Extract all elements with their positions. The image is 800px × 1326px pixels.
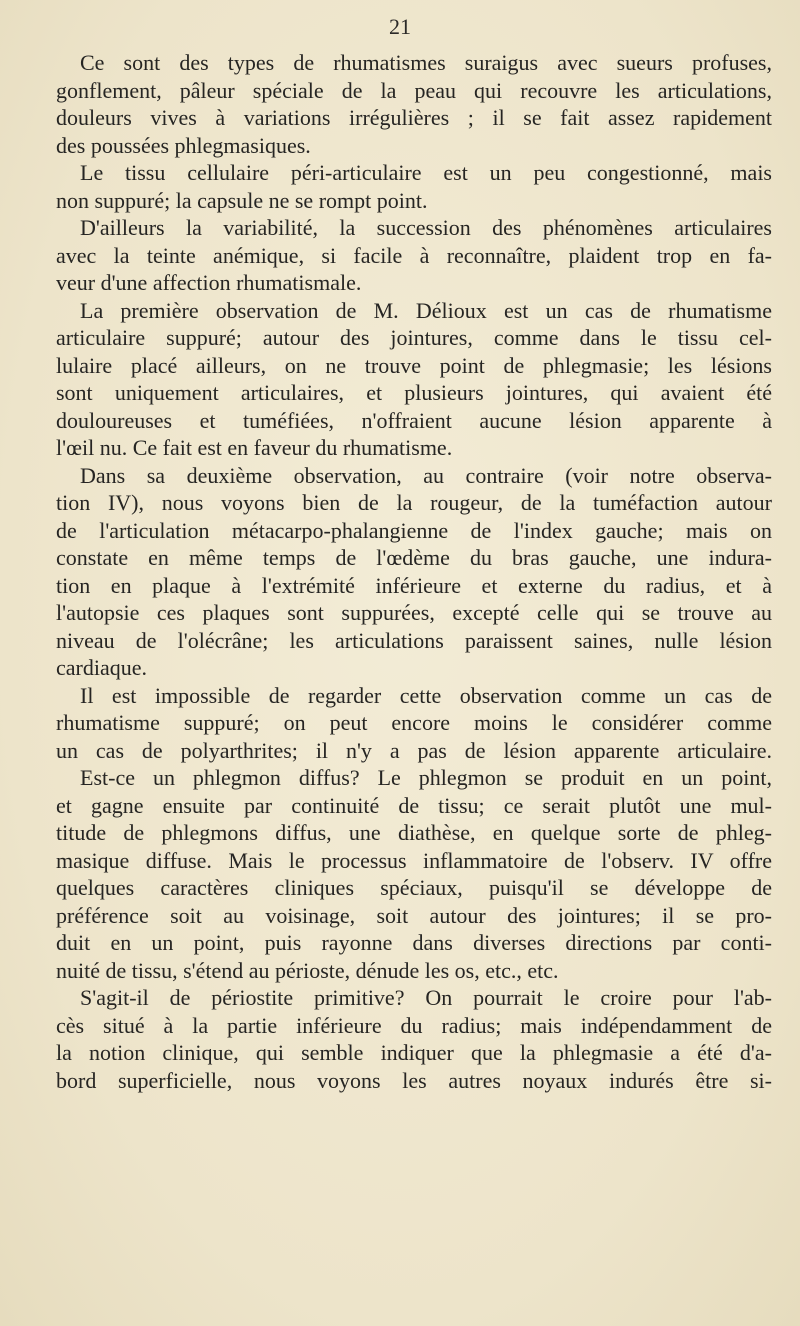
- text-line: duit en un point, puis rayonne dans diverses directions par conti-: [56, 930, 772, 955]
- text-line: Dans sa deuxième observation, au contraire (voir notre observa-: [80, 462, 772, 488]
- text-line: cès situé à la partie inférieure du radius; mais indépendamment de: [56, 1012, 772, 1038]
- text-line: constate en même temps de l'œdème du bras gauche, une indura-: [56, 545, 772, 570]
- text-line: sont uniquement articulaires, et plusieurs jointures, qui avaient été: [56, 380, 772, 405]
- body-text: [56, 49, 772, 1094]
- text-line: niveau de l'olécrâne; les articulations paraissent saines, nulle lésion: [56, 627, 772, 653]
- text-line: titude de phlegmons diffus, une diathèse, en quelque sorte de phleg-: [56, 820, 772, 845]
- text-line: préférence soit au voisinage, soit autour des jointures; il se pro-: [56, 902, 772, 928]
- text-line: Le tissu cellulaire péri-articulaire est un peu congestionné, mais: [80, 160, 772, 185]
- text-line: douloureuses et tuméfiées, n'offraient aucune lésion apparente à: [56, 407, 772, 433]
- text-line: veur d'une affection rhumatismale.: [56, 270, 362, 295]
- page-number: 21: [389, 14, 411, 39]
- text-line: Est-ce un phlegmon diffus? Le phlegmon se produit en un point,: [80, 765, 772, 790]
- text-line: des poussées phlegmasiques.: [56, 132, 311, 158]
- text-line: tion en plaque à l'extrémité inférieure et externe du radius, et à: [56, 572, 772, 598]
- text-line: nuité de tissu, s'étend au périoste, dénude les os, etc., etc.: [56, 957, 559, 983]
- text-line: non suppuré; la capsule ne se rompt point.: [56, 187, 428, 213]
- text-line: avec la teinte anémique, si facile à reconnaître, plaident trop en fa-: [56, 242, 772, 268]
- text-line: quelques caractères cliniques spéciaux, puisqu'il se développe de: [56, 875, 772, 900]
- text-line: rhumatisme suppuré; on peut encore moins le considérer comme: [56, 710, 772, 735]
- text-line: douleurs vives à variations irrégulières ; il se fait assez rapidement: [56, 105, 772, 130]
- text-line: La première observation de M. Délioux est un cas de rhumatisme: [80, 297, 772, 323]
- text-line: la notion clinique, qui semble indiquer que la phlegmasie a été d'a-: [56, 1040, 772, 1065]
- text-line: bord superficielle, nous voyons les autres noyaux indurés être si-: [56, 1067, 772, 1093]
- text-line: Il est impossible de regarder cette observation comme un cas de: [80, 682, 772, 708]
- text-line: de l'articulation métacarpo-phalangienne de l'index gauche; mais on: [56, 517, 772, 543]
- text-line: S'agit-il de périostite primitive? On pourrait le croire pour l'ab-: [80, 985, 772, 1010]
- text-line: un cas de polyarthrites; il n'y a pas de lésion apparente articulaire.: [56, 737, 772, 763]
- text-line: lulaire placé ailleurs, on ne trouve point de phlegmasie; les lésions: [56, 352, 772, 378]
- text-line: l'œil nu. Ce fait est en faveur du rhumatisme.: [56, 435, 453, 460]
- text-line: cardiaque.: [56, 655, 147, 680]
- text-line: Ce sont des types de rhumatismes suraigus avec sueurs profuses,: [80, 50, 772, 75]
- text-line: articulaire suppuré; autour des jointures, comme dans le tissu cel-: [56, 325, 772, 350]
- text-line: et gagne ensuite par continuité de tissu; ce serait plutôt une mul-: [56, 792, 772, 818]
- text-line: D'ailleurs la variabilité, la succession des phénomènes articulaires: [80, 215, 772, 240]
- text-line: gonflement, pâleur spéciale de la peau qui recouvre les articulations,: [56, 77, 772, 103]
- text-line: masique diffuse. Mais le processus inflammatoire de l'observ. IV offre: [56, 847, 772, 873]
- text-line: l'autopsie ces plaques sont suppurées, excepté celle qui se trouve au: [56, 600, 772, 625]
- text-line: tion IV), nous voyons bien de la rougeur, de la tuméfaction autour: [56, 490, 772, 515]
